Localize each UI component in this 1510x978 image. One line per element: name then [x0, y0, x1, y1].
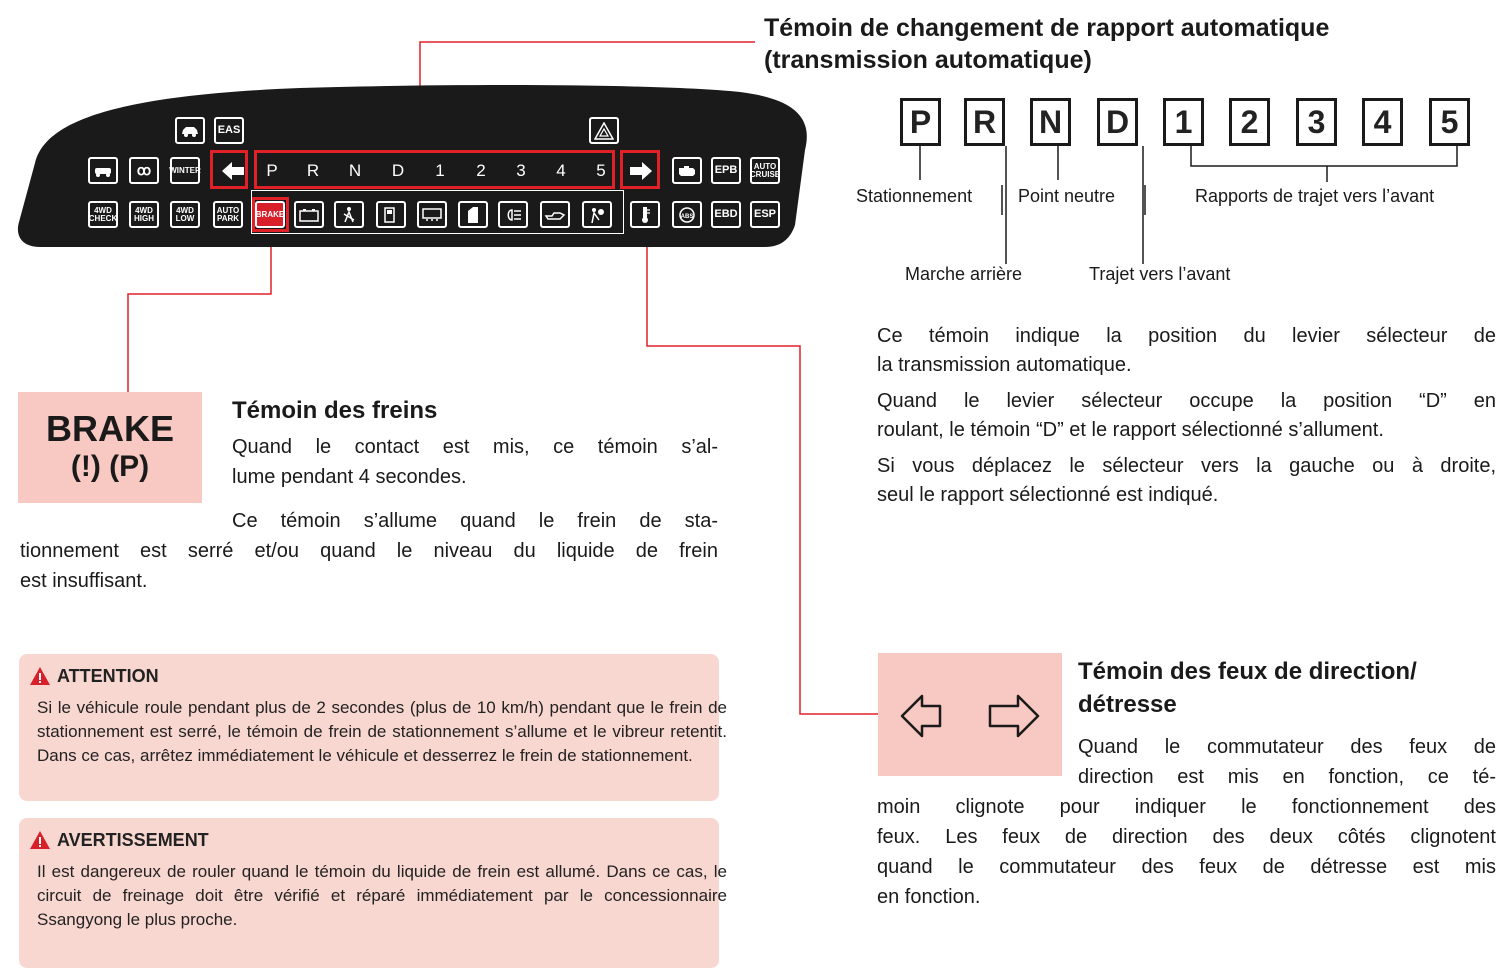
gear-section-title-line2: (transmission automatique) — [764, 46, 1092, 74]
turn-line4: feux. Les feux de direction des deux côtés clignotent — [877, 826, 1496, 848]
brake-line2: lume pendant 4 secondes. — [232, 466, 467, 488]
attention-box — [19, 654, 727, 801]
cluster-gear-d: D — [391, 161, 405, 180]
label-park: Stationnement — [856, 186, 973, 206]
cluster-gear-n: N — [348, 161, 362, 180]
svg-text:ABS: ABS — [680, 213, 694, 220]
label-drive: Trajet vers l’avant — [1089, 264, 1231, 284]
gear-box-2: 2 — [1229, 98, 1270, 146]
attention-title: ATTENTION — [57, 666, 159, 686]
gear-para3-line2: seul le rapport sélectionné est indiqué. — [877, 484, 1219, 506]
auto-cruise-icon: AUTO CRUISE — [750, 157, 780, 184]
winter-icon: WINTER — [170, 157, 200, 184]
label-forward-ratios: Rapports de trajet vers l’avant — [1195, 186, 1435, 206]
attention-text: Si le véhicule roule pendant plus de 2 secondes (plus de 10 km/h) pendant que le frein de stationnement est serré, le témoin de frein de stationnement s’allume et le vibreur retentit. Dans ce cas, arrêtez immédiatement le véhicule et desserrez le frein de stationnement. — [37, 698, 727, 765]
gear-para2-line2: roulant, le témoin “D” et le rapport sélectionné s’allument. — [877, 419, 1384, 441]
cluster-gear-r: R — [306, 161, 320, 180]
gear-para3-line1: Si vous déplacez le sélecteur vers la gauche ou à droite, — [877, 455, 1496, 477]
avertissement-text: Il est dangereux de rouler quand le témoin du liquide de frein est allumé. Dans ce cas, le circuit de freinage doit être vérifié et réparé immédiatement par le concessionnaire Ssangyong le plus proche. — [37, 862, 727, 929]
turn-title-line1: Témoin des feux de direction/ — [1078, 658, 1417, 685]
gear-box-n: N — [1030, 98, 1071, 146]
turn-right-arrow-icon — [990, 696, 1038, 736]
cluster-gear-1: 1 — [435, 161, 445, 180]
brake-line3: Ce témoin s’allume quand le frein de sta- — [232, 510, 718, 532]
avertissement-title: AVERTISSEMENT — [57, 830, 209, 850]
cluster-gear-5: 5 — [596, 161, 606, 180]
gear-para2-line1: Quand le levier sélecteur occupe la position “D” en — [877, 390, 1496, 412]
gear-box-1: 1 — [1163, 98, 1204, 146]
warning-triangle-icon — [29, 666, 51, 686]
cluster-gear-3: 3 — [516, 161, 526, 180]
brake-line5: est insuffisant. — [20, 570, 148, 592]
label-reverse: Marche arrière — [905, 264, 1023, 284]
gear-box-p: P — [900, 98, 941, 146]
gear-section-title-line1: Témoin de changement de rapport automatique — [764, 14, 1330, 42]
turn-line6: en fonction. — [877, 886, 981, 908]
turn-line3: moin clignote pour indiquer le fonctionnement des — [877, 796, 1496, 818]
gear-box-4: 4 — [1362, 98, 1403, 146]
label-neutral: Point neutre — [1018, 186, 1116, 206]
cluster-gear-2: 2 — [476, 161, 486, 180]
avertissement-box — [19, 818, 727, 968]
brake-panel-label: BRAKE — [45, 408, 174, 449]
cluster-gear-4: 4 — [556, 161, 566, 180]
brake-line4: tionnement est serré et/ou quand le niveau du liquide de frein — [20, 540, 718, 562]
ebd-icon: EBD — [711, 201, 741, 228]
brake-icon-panel — [18, 392, 202, 503]
4wd-check-icon: 4WD CHECK — [88, 201, 118, 228]
auto-park-icon: AUTO PARK — [213, 201, 243, 228]
turn-left-arrow-icon — [902, 696, 940, 736]
gear-label-connectors — [0, 0, 1510, 300]
turn-line1: Quand le commutateur des feux de — [1078, 736, 1496, 758]
gear-box-r: R — [964, 98, 1005, 146]
brake-line1: Quand le contact est mis, ce témoin s’al- — [232, 436, 718, 458]
gear-para1-line2: la transmission automatique. — [877, 354, 1132, 376]
turn-title-line2: détresse — [1078, 691, 1177, 718]
epb-icon: EPB — [711, 157, 741, 184]
warning-triangle-icon — [29, 830, 51, 850]
turn-line2: direction est mis en fonction, ce té- — [1078, 766, 1496, 788]
gear-box-3: 3 — [1296, 98, 1337, 146]
brake-panel-symbols: (!) (P) — [70, 450, 150, 483]
4wd-high-icon: 4WD HIGH — [129, 201, 159, 228]
gear-box-5: 5 — [1429, 98, 1470, 146]
4wd-low-icon: 4WD LOW — [170, 201, 200, 228]
cluster-gear-p: P — [266, 161, 278, 180]
brake-warning-icon: BRAKE — [255, 201, 285, 228]
gear-box-d: D — [1097, 98, 1138, 146]
gear-para1-line1: Ce témoin indique la position du levier sélecteur de — [877, 325, 1496, 347]
eas-icon: EAS — [214, 117, 244, 144]
brake-title: Témoin des freins — [232, 397, 438, 424]
esp-icon: ESP — [750, 201, 780, 228]
glow-plug-icon: ꝏ — [129, 157, 159, 184]
turn-line5: quand le commutateur des feux de détresse est mis — [877, 856, 1496, 878]
turn-signal-icon-panel — [878, 653, 1062, 776]
